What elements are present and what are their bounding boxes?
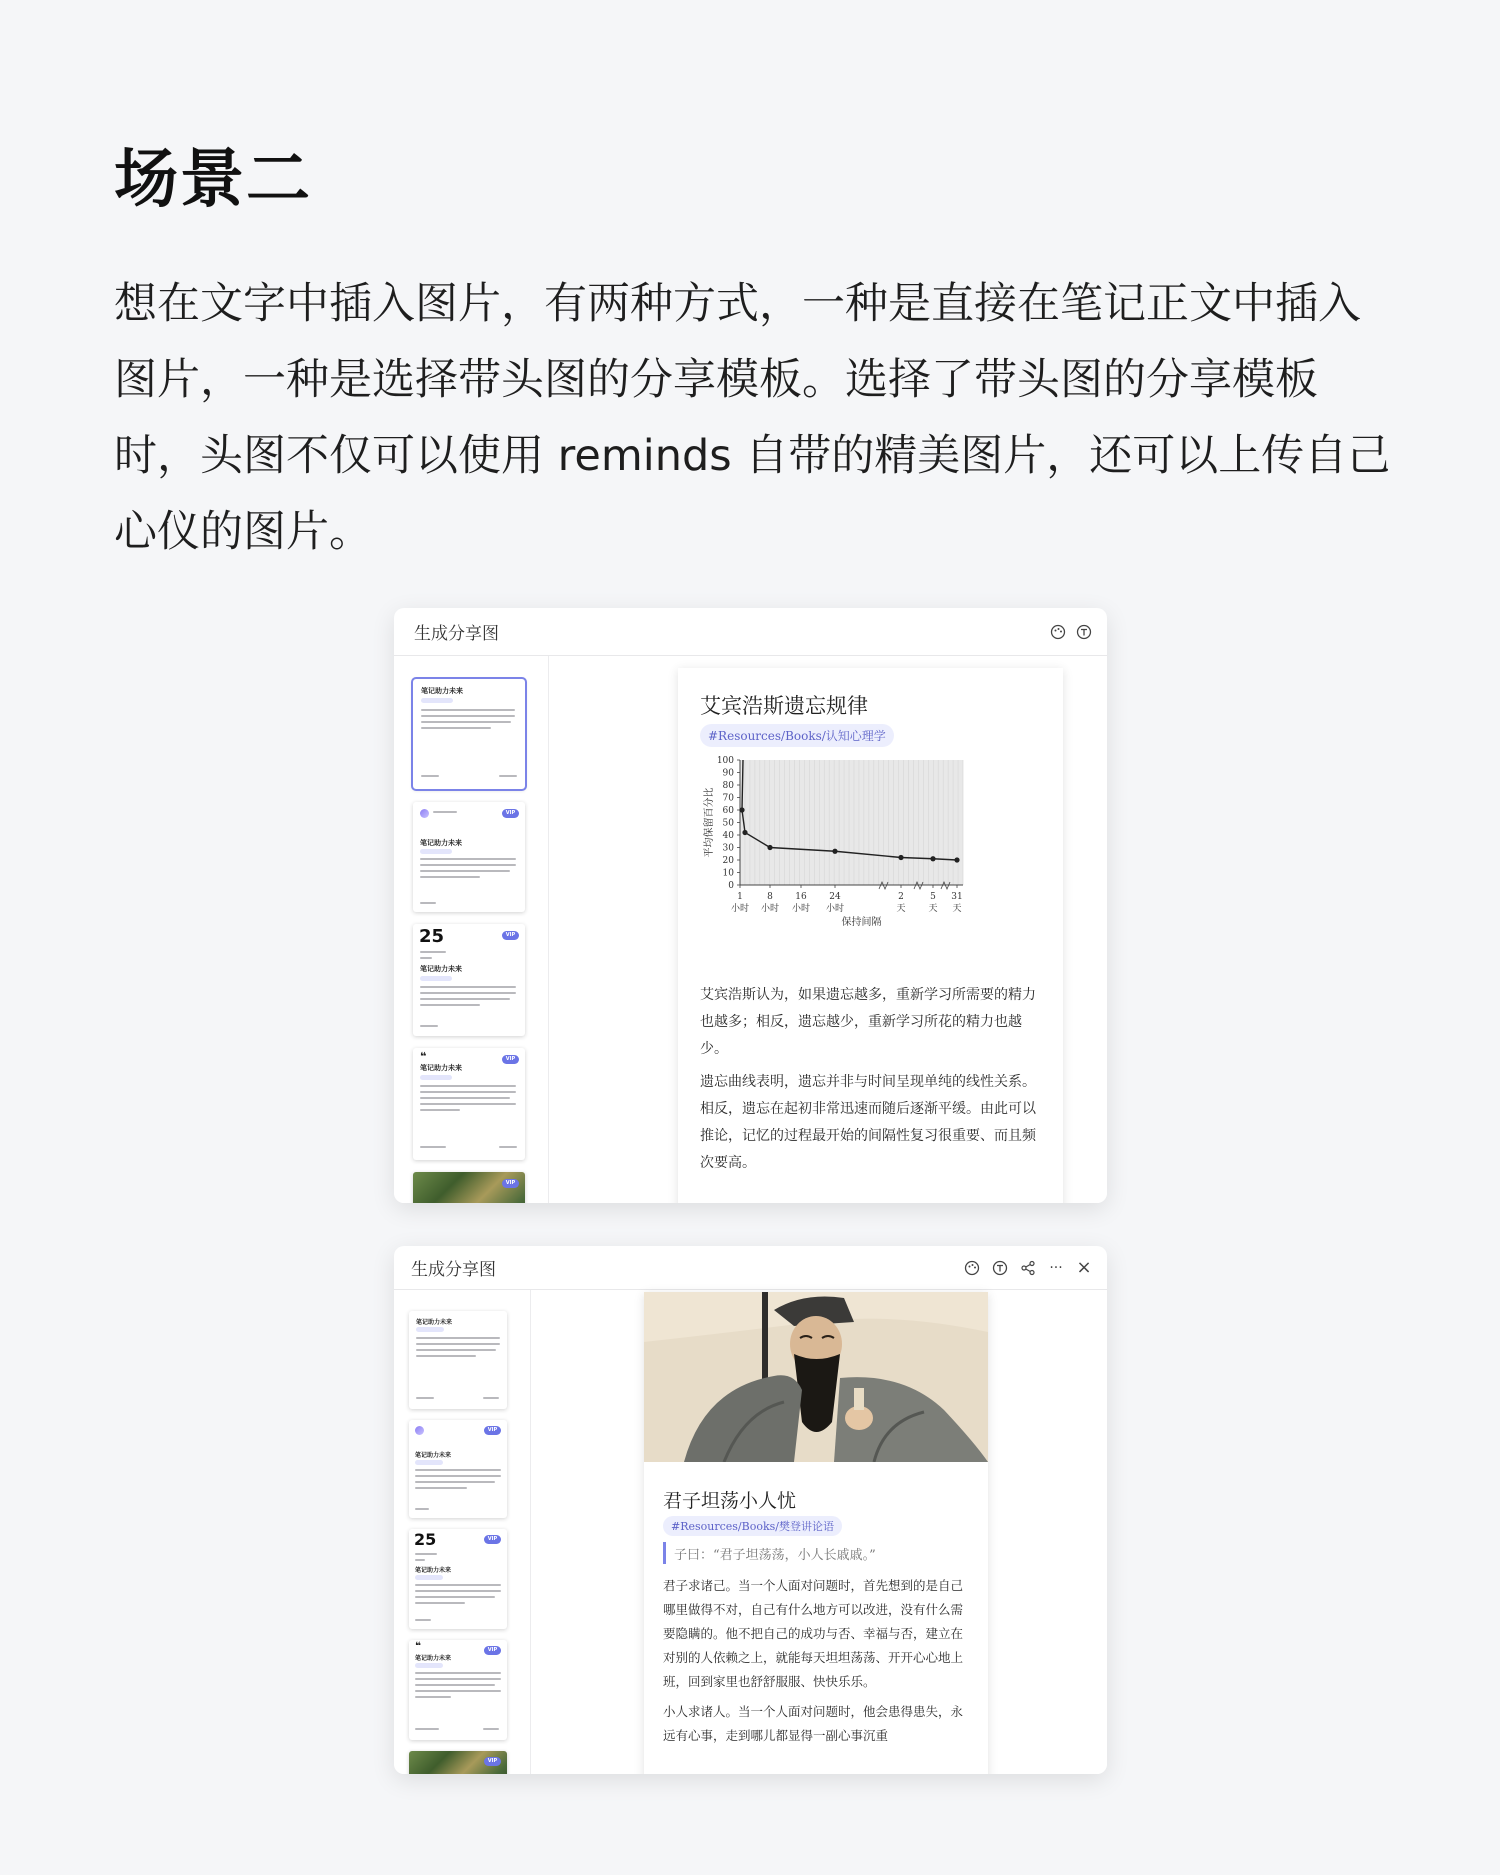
- y-tick-label: 70: [722, 793, 734, 804]
- window-titlebar: [394, 1246, 1107, 1290]
- share-icon[interactable]: [1019, 1259, 1037, 1277]
- note-paragraph: 小人求诸人。当一个人面对问题时，他会患得患失，永远有心事，走到哪儿都显得一副心事沉重: [663, 1704, 964, 1743]
- data-point: [832, 849, 837, 854]
- y-tick-label: 20: [722, 856, 734, 866]
- x-tick-label: 24: [829, 892, 841, 902]
- avatar: [420, 809, 429, 818]
- note-tag[interactable]: #Resources/Books/樊登讲论语: [663, 1516, 842, 1536]
- template-thumb-avatar[interactable]: VIP 笔记助力未来: [413, 802, 525, 912]
- y-tick-label: 10: [722, 868, 734, 879]
- note-body: [700, 982, 1040, 1183]
- note-paragraph: 艾宾浩斯认为，如果遗忘越多，重新学习所需要的精力也越多；相反，遗忘越少，重新学习所花的精力也越少。: [700, 987, 1036, 1057]
- note-paragraph: 遗忘曲线表明，遗忘并非与时间呈现单纯的线性关系。相反，遗忘在起初非常迅速而随后逐渐平缓。由此可以推论，记忆的过程最开始的间隔性复习很重要、而且频次要高。: [700, 1074, 1036, 1171]
- data-point: [898, 855, 903, 860]
- x-tick-unit-label: 小时: [791, 904, 811, 914]
- x-tick-label: 1: [737, 892, 743, 902]
- y-tick-label: 80: [722, 781, 734, 791]
- x-tick-label: 8: [767, 892, 773, 902]
- x-tick-label: 16: [795, 892, 807, 902]
- preview-pane: [531, 1290, 1107, 1774]
- preview-pane: [549, 656, 1107, 1203]
- palette-icon[interactable]: [963, 1259, 981, 1277]
- x-tick-unit-label: 小时: [730, 904, 750, 914]
- section-heading: 场景二: [114, 143, 312, 217]
- note-title: 君子坦荡小人忧: [663, 1490, 797, 1512]
- template-thumb-image[interactable]: VIP: [413, 1172, 525, 1203]
- chart-svg: [698, 750, 1043, 972]
- note-title: 艾宾浩斯遗忘规律: [700, 694, 868, 718]
- palette-icon[interactable]: [1049, 623, 1067, 641]
- template-sidebar: [394, 1290, 531, 1774]
- share-image-window-2: [394, 1246, 1107, 1774]
- y-tick-label: 0: [728, 881, 734, 891]
- x-tick-label: 2: [898, 892, 904, 902]
- note-paragraph: 君子求诸己。当一个人面对问题时，首先想到的是自己哪里做得不对，自己有什么地方可以改进，没有什么需要隐瞒的。他不把自己的成功与否、幸福与否，建立在对别的人依赖之上，就能每天坦坦荡荡、开开心心地上班，回到家里也舒舒服服、快快乐乐。: [663, 1578, 964, 1689]
- intro-paragraph: 想在文字中插入图片，有两种方式，一种是直接在笔记正文中插入图片，一种是选择带头图的分享模板。选择了带头图的分享模板时，头图不仅可以使用 reminds 自带的精美图片，还可以上传自己心仪的图片。: [114, 279, 1391, 557]
- y-tick-label: 30: [722, 843, 734, 854]
- note-body: [663, 1574, 973, 1754]
- y-tick-label: 60: [722, 806, 734, 816]
- data-point: [742, 830, 747, 835]
- quote-bar: [663, 1542, 666, 1564]
- template-thumb-image[interactable]: VIP: [409, 1751, 507, 1774]
- window-title: 生成分享图: [414, 624, 499, 644]
- y-tick-label: 90: [722, 768, 734, 779]
- template-thumb-plain[interactable]: 笔记助力未来: [409, 1311, 507, 1409]
- y-axis-label: 平均保留百分比: [704, 787, 715, 858]
- close-icon[interactable]: ×: [1076, 1257, 1092, 1278]
- text-icon[interactable]: [1075, 623, 1093, 641]
- y-tick-label: 50: [722, 818, 734, 829]
- template-thumb-date[interactable]: 25 VIP 笔记助力未来: [409, 1529, 507, 1629]
- note-quote: 子曰：“君子坦荡荡，小人长戚戚。”: [674, 1548, 876, 1563]
- template-thumb-date[interactable]: 25 VIP 笔记助力未来: [413, 924, 525, 1036]
- template-thumb-quote[interactable]: ❝ VIP 笔记助力未来: [413, 1048, 525, 1160]
- text-icon[interactable]: [991, 1259, 1009, 1277]
- x-tick-unit-label: 小时: [825, 904, 845, 914]
- x-tick-unit-label: 天: [928, 904, 938, 914]
- x-tick-label: 31: [951, 892, 963, 902]
- window-titlebar: [394, 608, 1107, 656]
- data-point: [930, 856, 935, 861]
- y-tick-label: 100: [716, 756, 734, 766]
- x-tick-unit-label: 天: [896, 904, 906, 914]
- x-tick-unit-label: 天: [952, 904, 962, 914]
- template-thumb-quote[interactable]: ❝ VIP 笔记助力未来: [409, 1640, 507, 1740]
- share-image-window-1: [394, 608, 1107, 1203]
- data-point: [739, 807, 744, 812]
- window-title: 生成分享图: [411, 1260, 496, 1280]
- template-thumb-plain[interactable]: 笔记助力未来: [413, 679, 525, 789]
- x-tick-label: 5: [930, 892, 936, 902]
- template-thumb-avatar[interactable]: VIP 笔记助力未来: [409, 1420, 507, 1518]
- note-card: [644, 1292, 988, 1774]
- y-tick-label: 40: [722, 831, 734, 841]
- header-image-portrait[interactable]: [644, 1292, 988, 1462]
- x-axis-label: 保持间隔: [841, 917, 882, 928]
- more-icon[interactable]: ···: [1049, 1259, 1063, 1276]
- forgetting-curve-chart: [698, 750, 1043, 972]
- data-point: [954, 857, 959, 862]
- note-tag[interactable]: #Resources/Books/认知心理学: [700, 724, 894, 747]
- x-tick-unit-label: 小时: [760, 904, 780, 914]
- note-card: [678, 668, 1063, 1203]
- template-sidebar: [394, 656, 549, 1203]
- data-point: [767, 845, 772, 850]
- plot-area: [740, 760, 963, 885]
- avatar: [415, 1426, 424, 1435]
